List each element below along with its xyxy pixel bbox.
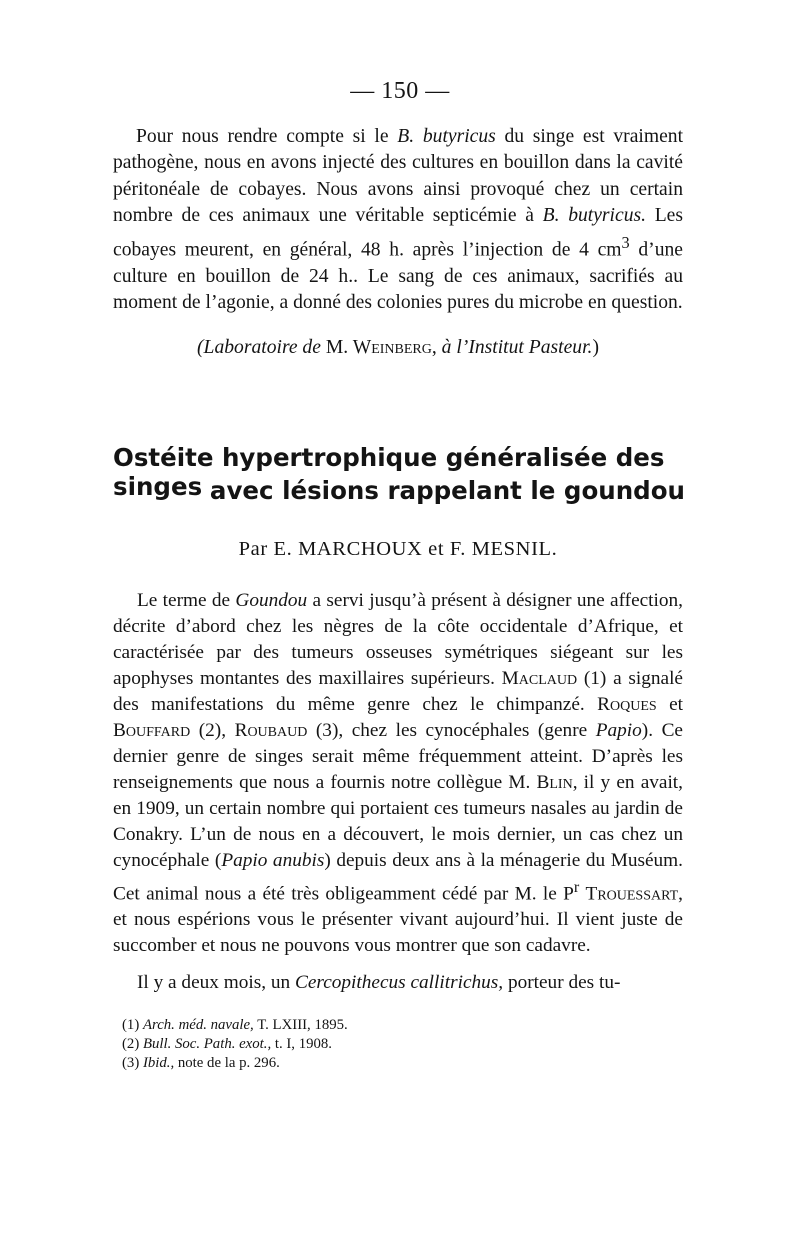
text-run: (2), [190, 720, 235, 742]
text-run: (3), chez les cynocéphales (genre [307, 720, 596, 742]
author-name: Blin [536, 772, 573, 794]
lab-label: Laboratoire de [203, 337, 321, 358]
genus-name: Papio [595, 720, 642, 742]
text-run: du singe est vraiment pathogène, nous en avons injecté des cultures en bouillon dans la cavité péritonéale de cobayes. Nous avons ainsi provoqué chez un certain nombre de ces animaux une véritable septicémie à [113, 126, 684, 227]
footnote-number: (3) [122, 1055, 143, 1071]
footnote-source: Bull. Soc. Path. exot., [142, 1036, 272, 1052]
species-name: Papio anubis [221, 850, 325, 872]
footnote-number: (1) [122, 1017, 143, 1033]
footnote-source: Ibid., [142, 1055, 175, 1071]
text-run: Pour nous rendre compte si le [136, 126, 398, 147]
text-run: , et nous espérions vous le présenter vivant aujourd’hui. Il vient juste de succomber et nous ne pouvons vous montrer que son cadavre. [113, 882, 683, 957]
footnote-number: (2) [122, 1036, 143, 1052]
article-title-line-2: avec lésions rappelant le goundou [209, 476, 685, 505]
superscript: r [573, 878, 580, 896]
species-name: B. butyricus [397, 126, 496, 147]
body-paragraph [113, 588, 683, 959]
text-run: et [656, 694, 683, 716]
text-run: Les cobayes meurent, en général, 48 h. après l’injection de 4 cm [113, 205, 683, 261]
footnote-text: T. LXIII, 1895. [253, 1017, 348, 1033]
footnote [122, 1035, 682, 1054]
text-run: Le terme de [137, 590, 236, 611]
article-title-line-1: Ostéite hypertrophique généralisée des singes [113, 443, 665, 501]
institute-name: à l’Institut Pasteur. [436, 337, 593, 358]
footnote [122, 1016, 682, 1035]
body-paragraph-continued [113, 970, 683, 996]
author-name: Trouessart [585, 882, 679, 904]
text-run: ) depuis deux ans à la ménagerie du Muséum. Cet animal nous a été très obligeamment cédé par M. le P [113, 850, 683, 904]
species-name: B. butyricus. [542, 205, 647, 227]
superscript: 3 [621, 232, 630, 252]
text-run: Il y a deux mois, un [137, 972, 295, 993]
footnotes [122, 1016, 682, 1073]
author-name: Roques [597, 694, 657, 716]
text-run: ). Ce dernier genre de singes serait même fréquemment atteint. D’après les renseignements que nous a fournis notre collègue M. [113, 720, 683, 794]
footnote-text: t. I, 1908. [271, 1036, 332, 1052]
text-run: , il y en avait, en 1909, un certain nombre qui portaient ces tumeurs nasales au jardin de Conakry. L’un de nous en a découvert, le mois dernier, un cas chez un cynocéphale ( [113, 772, 683, 872]
author-name: Bouffard [113, 720, 191, 742]
person-name: Weinberg, [352, 337, 437, 358]
text-run: a servi jusqu’à présent à désigner une affection, décrite d’abord chez les nègres de la côte occidentale d’Afrique, et caractérisée par des tumeurs osseuses symétriques siégeant sur les apophyses montantes des maxillaires supérieurs. [113, 590, 683, 690]
authors-line: Par E. MARCHOUX et F. MESNIL. [238, 538, 558, 560]
text-run: (1) a signalé des manifestations du même genre chez le chimpanzé. [113, 668, 683, 716]
term: Goundou [235, 590, 308, 611]
species-name: Cercopithecus callitrichus, [294, 972, 504, 993]
laboratory-credit [113, 337, 683, 359]
author-name: Roubaud [234, 720, 308, 742]
text-run: porteur des tu- [503, 972, 621, 993]
text-run: d’une culture en bouillon de 24 h.. Le sang de ces animaux, sacrifiés au moment de l’agonie, a donné des colonies pures du microbe en question. [113, 239, 683, 313]
footnote [122, 1054, 682, 1073]
page-number: — 150 — [350, 78, 450, 104]
paren: ) [592, 337, 599, 358]
footnote-source: Arch. méd. navale, [142, 1017, 254, 1033]
paren: ( [197, 337, 204, 358]
title-abbrev: M. [320, 337, 353, 358]
intro-paragraph [113, 124, 683, 316]
footnote-text: note de la p. 296. [174, 1055, 280, 1071]
author-name: Maclaud [501, 668, 578, 690]
